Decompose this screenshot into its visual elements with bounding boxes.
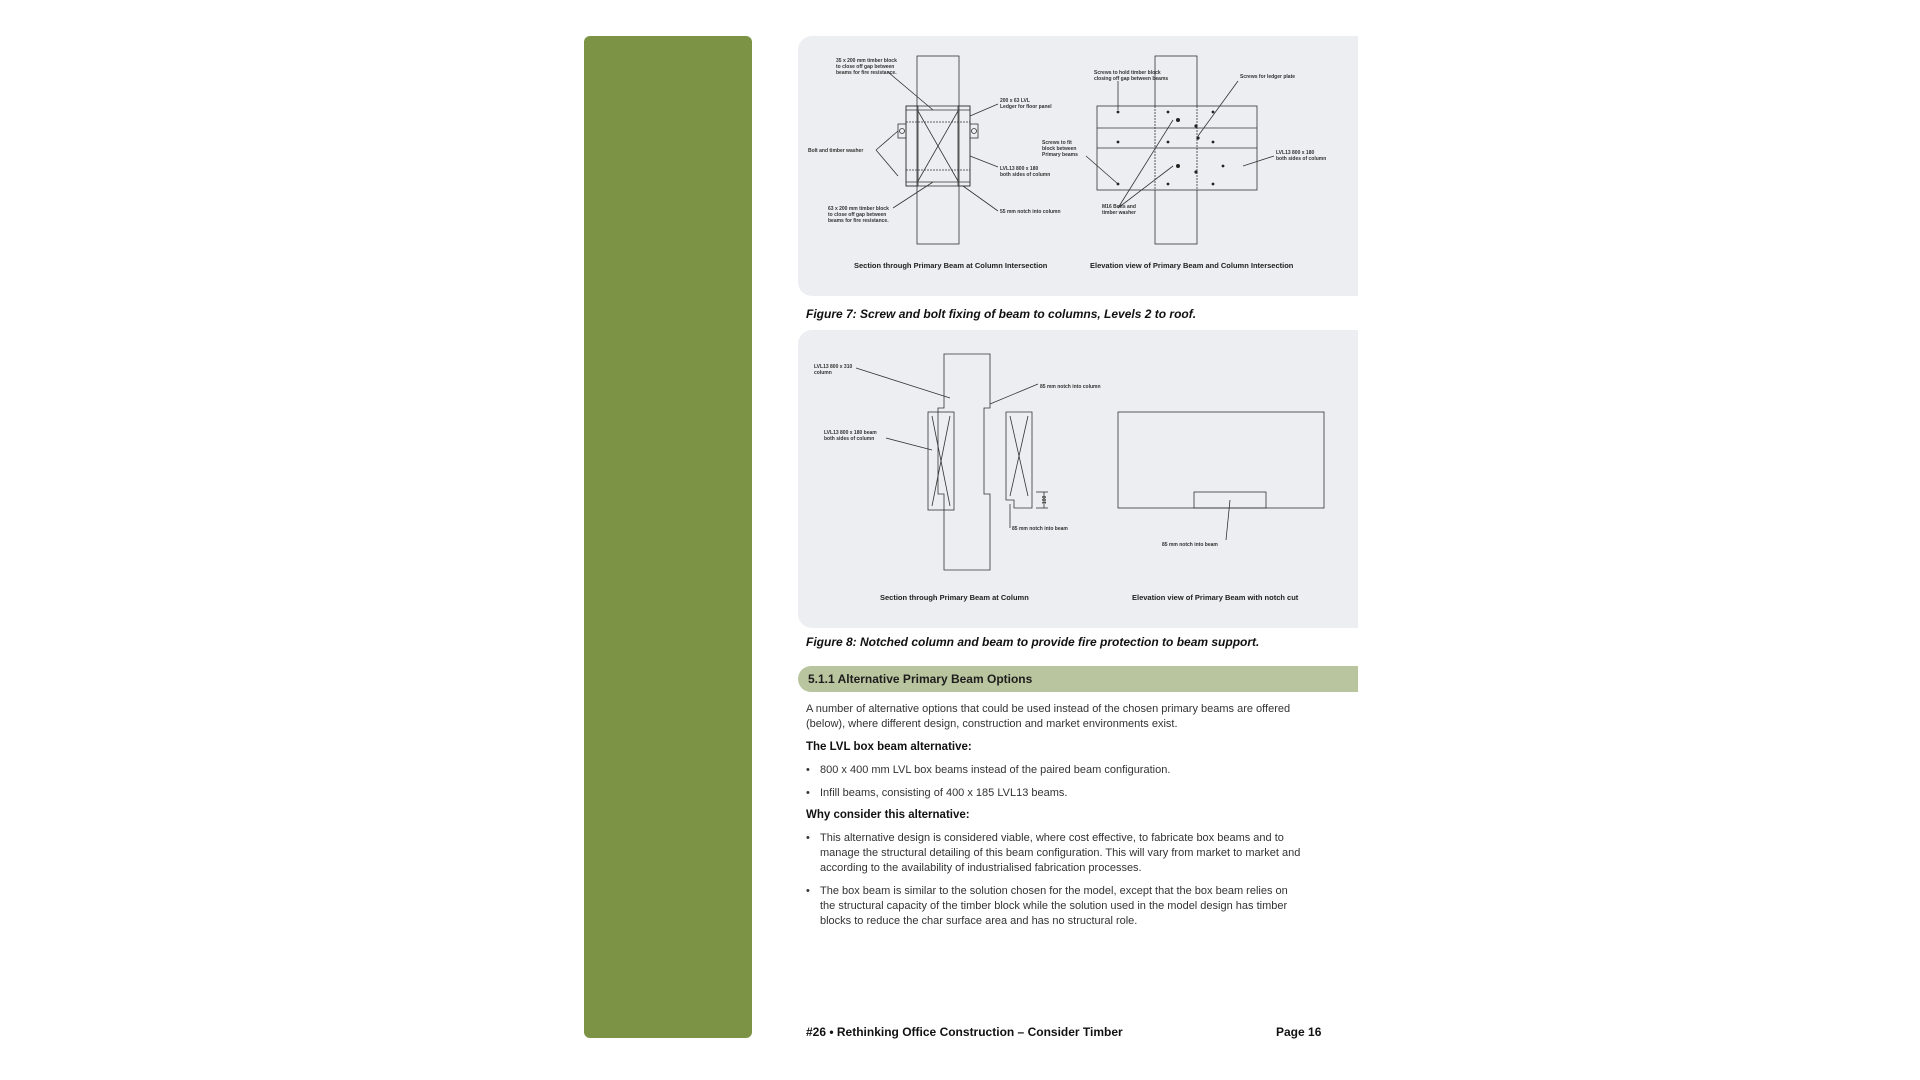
figure-7-section-title: Section through Primary Beam at Column Intersection (854, 261, 1048, 270)
label-bolt-washer: Bolt and timber washer (808, 148, 864, 154)
label-timber-block-bottom: 63 x 200 mm timber block to close off gap between beams for fire resistance. (828, 206, 889, 224)
label-lvl-both-sides: LVL13 800 x 180 both sides of column (1000, 166, 1051, 178)
bullet-dot: • (806, 787, 810, 799)
footer-title: #26 • Rethinking Office Construction – Consider Timber (806, 1025, 1123, 1039)
figure-8-panel (798, 330, 1358, 628)
bullet-text: 800 x 400 mm LVL box beams instead of the paired beam configuration. (820, 764, 1171, 776)
figure-7-drawing (798, 36, 1358, 296)
label-notch-beam: 85 mm notch into beam (1012, 526, 1068, 532)
subheading-why-consider: Why consider this alternative: (806, 809, 970, 821)
label-screws-hold-block: Screws to hold timber block closing off gap between beams (1094, 70, 1169, 82)
bullet-text: This alternative design is considered viable, where cost effective, to fabricate box beams and to manage the structural detailing of this beam configuration. This will vary from market to market and according to the availability of industrialised fabrication processes. (820, 832, 1301, 874)
figure-8-caption: Figure 8: Notched column and beam to provide fire protection to beam support. (806, 635, 1260, 649)
section-heading-bar (798, 666, 1358, 692)
bullet-dot: • (806, 885, 810, 897)
notched-column-outline (938, 354, 990, 570)
figure-8-drawing (798, 330, 1358, 628)
section-intro (806, 702, 1326, 732)
label-notch-column: 55 mm notch into column (1000, 209, 1061, 215)
label-column: LVL13 800 x 310 column (814, 364, 853, 376)
bullet-item (806, 884, 1326, 929)
bullet-item (806, 831, 1326, 876)
label-notch-column: 85 mm notch into column (1040, 384, 1101, 390)
label-timber-block-top: 35 x 200 mm timber block to close off gap between beams for fire resistance. (836, 58, 897, 76)
intro-line: A number of alternative options that could be used instead of the chosen primary beams are offered (806, 703, 1291, 715)
beam-left-section (906, 106, 918, 186)
right-beam-section (1006, 412, 1032, 508)
label-dimension: 100 (1042, 495, 1048, 504)
label-screws-fit-block: Screws to fit block between Primary beams (1042, 140, 1078, 158)
figure-8-section-title: Section through Primary Beam at Column (880, 593, 1029, 602)
label-lvl-ledger: 200 x 63 LVL Ledger for floor panel (1000, 98, 1052, 110)
bullet-text: The box beam is similar to the solution chosen for the model, except that the box beam relies on the structural capacity of the timber block while the solution used in the model design has timber blocks to reduce the char surface area and has no structural role. (820, 885, 1288, 927)
label-lvl-both-sides-right: LVL13 800 x 180 both sides of column (1276, 150, 1327, 162)
label-screws-ledger: Screws for ledger plate (1240, 74, 1296, 80)
label-notch-beam-elevation: 85 mm notch into beam (1162, 542, 1218, 548)
label-m16-bolts: M16 Bolts and timber washer (1102, 204, 1136, 216)
subheading-box-beam: The LVL box beam alternative: (806, 741, 972, 753)
beam-right-section (958, 106, 970, 186)
column-section-outline (917, 56, 959, 244)
beam-elevation-outline (1118, 412, 1324, 508)
section-heading: 5.1.1 Alternative Primary Beam Options (808, 672, 1033, 686)
bullet-dot: • (806, 764, 810, 776)
figure-7-panel (798, 36, 1358, 296)
page-number: Page 16 (1276, 1025, 1322, 1039)
figure-8-elevation-title: Elevation view of Primary Beam with notch cut (1132, 593, 1299, 602)
label-beam-both-sides: LVL13 800 x 180 beam both sides of column (824, 430, 877, 442)
figure-7-elevation-title: Elevation view of Primary Beam and Column Intersection (1090, 261, 1294, 270)
bullet-text: Infill beams, consisting of 400 x 185 LVL13 beams. (820, 787, 1068, 799)
intro-line: (below), where different design, construction and market environments exist. (806, 718, 1178, 730)
side-color-bar (584, 36, 752, 1038)
figure-7-caption: Figure 7: Screw and bolt fixing of beam to columns, Levels 2 to roof. (806, 307, 1197, 321)
bullet-dot: • (806, 832, 810, 844)
